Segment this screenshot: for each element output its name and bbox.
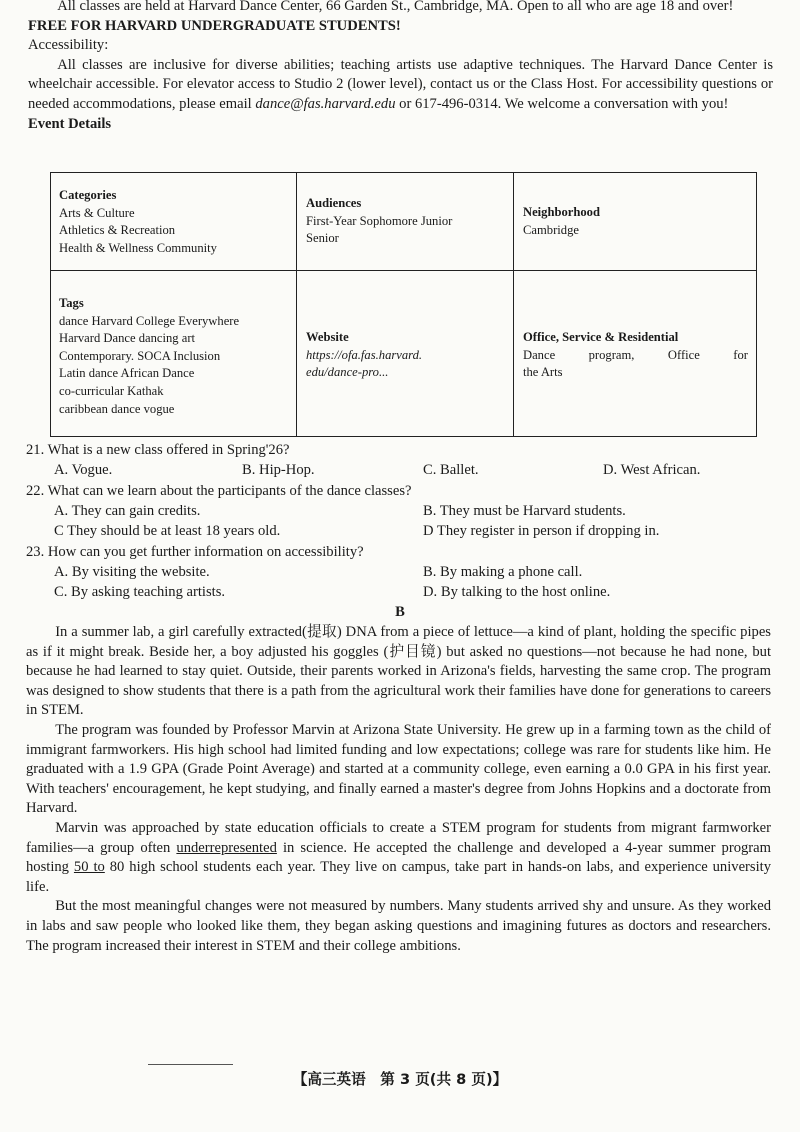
website-link[interactable]: https://ofa.fas.harvard. bbox=[306, 347, 423, 362]
divider-line bbox=[148, 1064, 233, 1065]
option[interactable]: B. They must be Harvard students. bbox=[423, 503, 626, 519]
text-run: in science. He accepted the challenge and developed a 4-year summer program hosting bbox=[26, 839, 771, 876]
cell-line: First-Year Sophomore Junior bbox=[306, 213, 453, 228]
event-details-heading: Event Details bbox=[28, 115, 112, 132]
cell-office bbox=[515, 329, 756, 382]
cell-title: Office, Service & Residential bbox=[523, 330, 679, 344]
cell-line: Athletics & Recreation bbox=[59, 223, 176, 238]
cell-line: Arts & Culture bbox=[59, 205, 135, 220]
option[interactable]: D. By talking to the host online. bbox=[423, 584, 611, 600]
option[interactable]: B. Hip-Hop. bbox=[242, 462, 315, 478]
option[interactable]: A. Vogue. bbox=[54, 462, 113, 478]
cell-line: Contemporary. SOCA Inclusion bbox=[59, 348, 221, 363]
cell-audiences bbox=[298, 195, 513, 248]
text-run: Marvin was approached by state education officials to create a STEM program for students from migrant farmworker families—a group often bbox=[26, 819, 771, 856]
question-stem: 21. What is a new class offered in Spring'26? bbox=[26, 442, 290, 458]
cell-line: Cambridge bbox=[523, 222, 579, 237]
cell-line: Senior bbox=[306, 231, 339, 246]
cell-title: Website bbox=[306, 330, 349, 344]
option[interactable]: C They should be at least 18 years old. bbox=[54, 523, 281, 539]
intro-paragraph: All classes are held at Harvard Dance Center, 66 Garden St., Cambridge, MA. Open to all who are age 18 and over! bbox=[57, 0, 734, 14]
cell-line: Dance program, Office for bbox=[523, 347, 748, 362]
cell-title: Tags bbox=[59, 296, 84, 310]
cell-line: Latin dance African Dance bbox=[59, 366, 195, 381]
option[interactable]: D They register in person if dropping in. bbox=[423, 523, 660, 539]
cell-title: Categories bbox=[59, 188, 117, 202]
option[interactable]: B. By making a phone call. bbox=[423, 564, 583, 580]
question-22 bbox=[26, 481, 771, 501]
cell-line: dance Harvard College Everywhere bbox=[59, 313, 240, 328]
option[interactable]: C. By asking teaching artists. bbox=[54, 584, 226, 600]
cell-website bbox=[298, 329, 513, 382]
cell-line: co-curricular Kathak bbox=[59, 383, 164, 398]
question-23 bbox=[26, 542, 771, 562]
passage-paragraph: The program was founded by Professor Marvin at Arizona State University. He grew up in a farming town as the child of immigrant farmworkers. His high school had limited funding and low expectations; college was rare for students like him. He graduated with a 1.9 GPA (Grade Point Average) and started at a community college, even earning a 0.0 GPA in his first year. With teachers' encouragement, he kept studying, and finally earned a master's degree from Johns Hopkins and a doctorate from Harvard. bbox=[26, 721, 771, 817]
cell-neighborhood bbox=[515, 204, 756, 239]
cell-title: Neighborhood bbox=[523, 205, 600, 219]
page-footer: 【高三英语 第 3 页(共 8 页)】 bbox=[292, 1071, 508, 1088]
question-stem: 23. How can you get further information on accessibility? bbox=[26, 544, 364, 560]
question-stem: 22. What can we learn about the participants of the dance classes? bbox=[26, 483, 412, 499]
text-run: 80 high school students each year. They live on campus, take part in hands-on labs, and experience university life. bbox=[26, 859, 771, 895]
section-heading: B bbox=[395, 604, 405, 620]
table-divider bbox=[51, 270, 756, 271]
accessibility-label: Accessibility: bbox=[28, 37, 109, 54]
cell-line: the Arts bbox=[523, 365, 563, 380]
cell-tags bbox=[51, 295, 296, 418]
accessibility-paragraph bbox=[28, 56, 773, 115]
free-notice: FREE FOR HARVARD UNDERGRADUATE STUDENTS! bbox=[28, 17, 401, 34]
table-divider bbox=[296, 173, 297, 436]
event-details-table bbox=[50, 172, 757, 437]
underlined-word: underrepresented bbox=[176, 839, 277, 856]
accessibility-tail: or 617-496-0314. We welcome a conversation with you! bbox=[395, 95, 729, 112]
option[interactable]: A. By visiting the website. bbox=[54, 564, 210, 580]
passage-paragraph bbox=[26, 819, 771, 897]
table-divider bbox=[513, 173, 514, 436]
accessibility-text: All classes are inclusive for diverse abilities; teaching artists use adaptive techniques. The Harvard Dance Center is wheelchair accessible. For elevator access to Studio 2 (lower level), contact us or the Class Host. For accessibility questions or needed accommodations, please email bbox=[28, 56, 773, 112]
option[interactable]: D. West African. bbox=[603, 462, 701, 478]
cell-title: Audiences bbox=[306, 196, 362, 210]
option[interactable]: C. Ballet. bbox=[423, 462, 479, 478]
cell-line: Health & Wellness Community bbox=[59, 240, 217, 255]
option[interactable]: A. They can gain credits. bbox=[54, 503, 201, 519]
passage-paragraph: But the most meaningful changes were not measured by numbers. Many students arrived shy and unsure. As they worked in labs and saw people who looked like them, they began asking questions and imagining futures as doctors and researchers. The program increased their interest in STEM and their college ambitions. bbox=[26, 898, 771, 954]
website-link[interactable]: edu/dance-pro... bbox=[306, 365, 389, 380]
cell-line: caribbean dance vogue bbox=[59, 401, 175, 416]
email-link[interactable]: dance@fas.harvard.edu bbox=[255, 95, 396, 112]
cell-categories bbox=[51, 187, 296, 257]
cell-line: Harvard Dance dancing art bbox=[59, 331, 196, 346]
intro-block bbox=[28, 0, 773, 134]
question-21 bbox=[26, 440, 771, 460]
passage-paragraph: In a summer lab, a girl carefully extracted(提取) DNA from a piece of lettuce—a kind of plant, holding the specific pipes as if it might break. Beside her, a boy adjusted his goggles (护目镜) but asked no questions—not because he had none, but because he had learned to stay quiet. Outside, their parents worked in Arizona's fields, harvesting the same crop. The program was designed to show students that there is a path from the agricultural work their families have done for generations to careers in STEM. bbox=[26, 624, 771, 719]
underlined-phrase: 50 to bbox=[73, 859, 105, 876]
passage-b bbox=[26, 623, 771, 956]
